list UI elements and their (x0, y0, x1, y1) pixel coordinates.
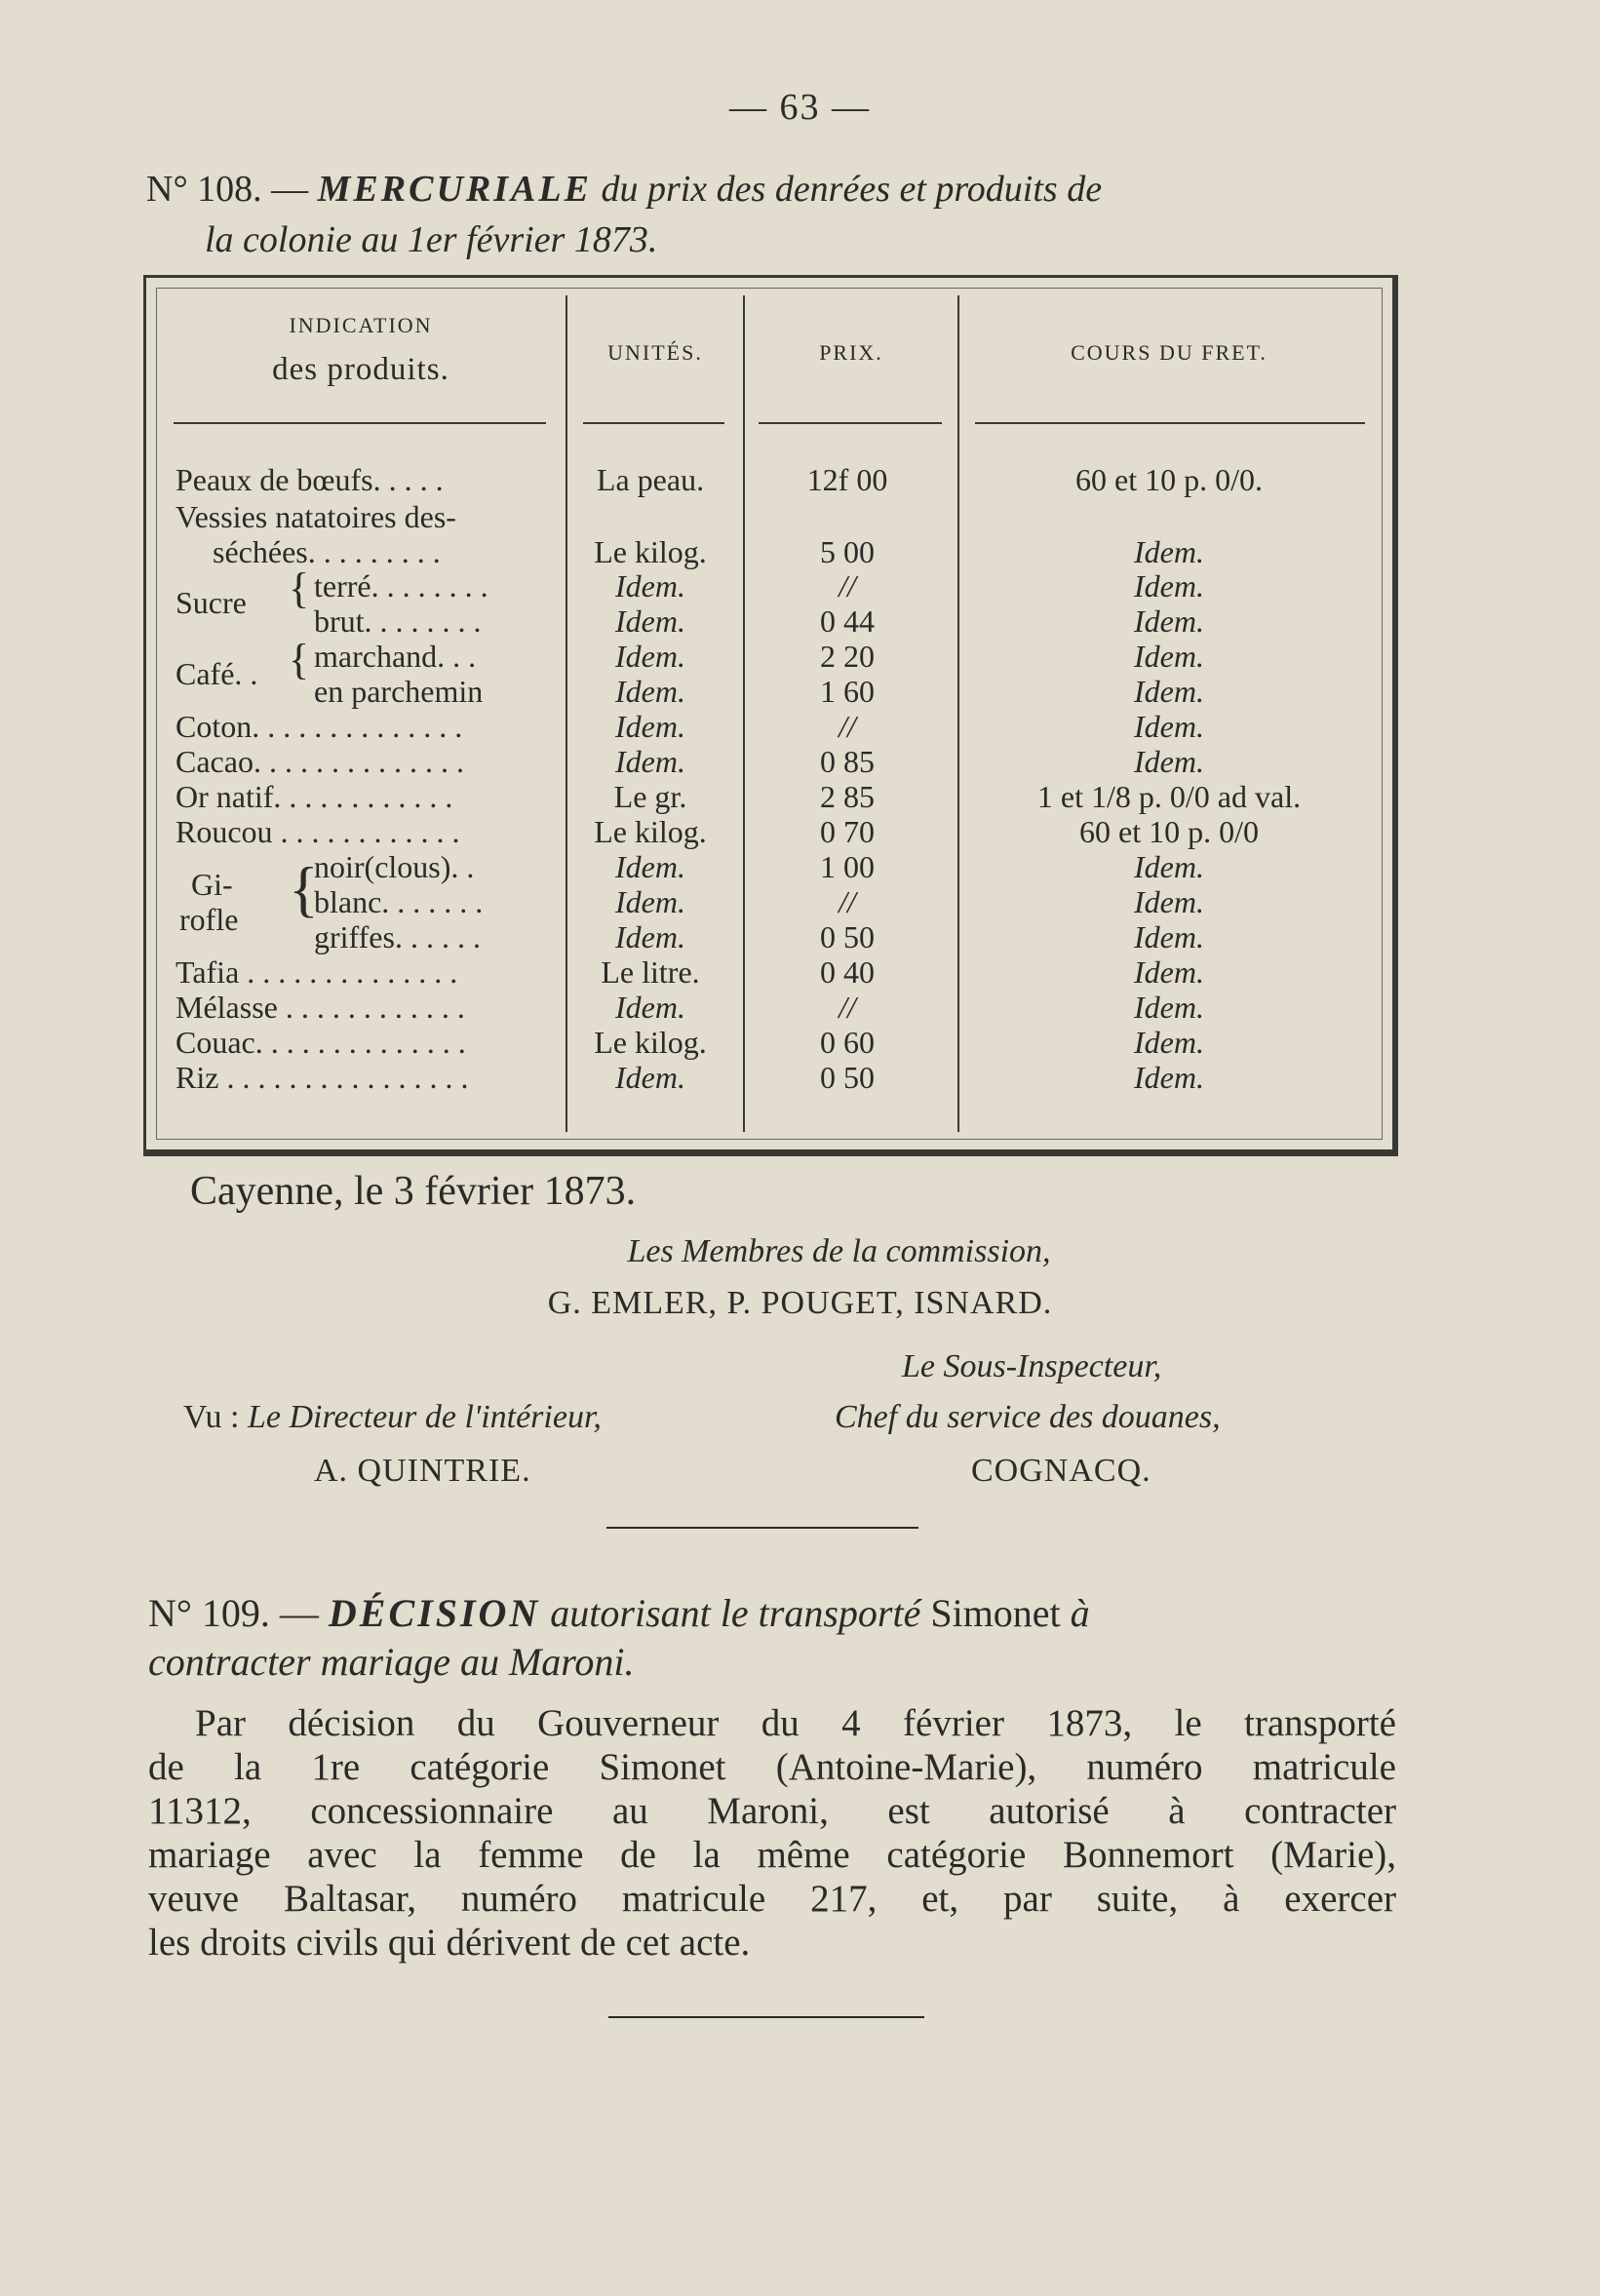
decision-108-heading (146, 164, 1396, 265)
product-unit: Idem. (615, 639, 685, 674)
product-freight: 60 et 10 p. 0/0 (1079, 814, 1259, 849)
table-row (0, 814, 1600, 849)
product-freight: Idem. (1134, 568, 1204, 603)
paragraph-line: de la 1re catégorie Simonet (Antoine-Marie), numéro matricule (148, 1746, 1396, 1788)
product-unit: Idem. (615, 1060, 685, 1095)
product-price: 0 85 (820, 744, 875, 779)
product-price: 0 44 (820, 603, 875, 639)
product-name: séchées. . . . . . . . . (213, 534, 441, 569)
vu-prefix: Vu : (183, 1399, 240, 1435)
header-rule (583, 422, 724, 424)
table-row (0, 1060, 1600, 1095)
product-unit: Idem. (615, 919, 685, 954)
header-fret: COURS DU FRET. (1071, 340, 1268, 365)
product-name: marchand. . . (314, 639, 477, 674)
product-unit: Idem. (615, 709, 685, 744)
table-row (0, 990, 1600, 1025)
product-unit: Idem. (615, 674, 685, 709)
product-name: Roucou . . . . . . . . . . . . (176, 814, 460, 849)
product-freight: 1 et 1/8 p. 0/0 ad val. (1036, 779, 1302, 814)
table-row (0, 568, 1600, 603)
vu-name: A. QUINTRIE. (314, 1453, 531, 1489)
decision-109-number: N° 109. — (148, 1591, 319, 1635)
vu-title: Le Directeur de l'intérieur, (247, 1399, 602, 1435)
product-unit: Le gr. (613, 779, 687, 814)
product-freight: Idem. (1134, 674, 1204, 709)
product-name: Vessies natatoires des- (176, 499, 456, 534)
place-date: Cayenne, le 3 février 1873. (190, 1169, 637, 1214)
header-rule (975, 422, 1365, 424)
decision-108-title: du prix des denrées et produits de (591, 169, 1103, 210)
commission-names: G. EMLER, P. POUGET, ISNARD. (547, 1285, 1053, 1321)
product-unit: Idem. (615, 884, 685, 919)
product-name: Or natif. . . . . . . . . . . . (176, 779, 453, 814)
sous-inspecteur-title: Le Sous-Inspecteur, (902, 1348, 1162, 1384)
product-unit: Le kilog. (594, 1025, 707, 1060)
table-row (0, 709, 1600, 744)
table-row (0, 639, 1600, 674)
decision-109-person: Simonet (930, 1591, 1061, 1635)
product-name: griffes. . . . . . (314, 919, 481, 954)
group-label-sucre: Sucre (176, 585, 247, 620)
product-freight: Idem. (1134, 534, 1204, 569)
product-freight: Idem. (1134, 1060, 1204, 1095)
product-price: // (839, 568, 856, 603)
decision-108-keyword: MERCURIALE (317, 169, 592, 210)
decision-108-number: N° 108. — (146, 169, 309, 210)
product-price: 1 00 (820, 849, 875, 884)
header-produits: des produits. (272, 352, 449, 387)
vu-line (183, 1399, 602, 1436)
decision-109-keyword: DÉCISION (328, 1591, 541, 1635)
table-row (0, 603, 1600, 639)
table-row (0, 744, 1600, 779)
product-freight: Idem. (1134, 954, 1204, 990)
product-name: Cacao. . . . . . . . . . . . . . (176, 744, 464, 779)
brace-icon: { (289, 854, 319, 923)
product-price: 0 60 (820, 1025, 875, 1060)
product-name: blanc. . . . . . . (314, 884, 484, 919)
product-price: 2 85 (820, 779, 875, 814)
product-freight: Idem. (1134, 709, 1204, 744)
table-row (0, 499, 1600, 534)
decision-108-title-line2: la colonie au 1er février 1873. (205, 219, 658, 260)
product-freight: Idem. (1134, 884, 1204, 919)
product-name: Peaux de bœufs. . . . . (176, 462, 444, 497)
product-price: 2 20 (820, 639, 875, 674)
table-row (0, 534, 1600, 569)
product-price: 0 50 (820, 919, 875, 954)
paragraph-line: mariage avec la femme de la même catégorie Bonnemort (Marie), (148, 1834, 1396, 1876)
product-unit: La peau. (596, 462, 705, 497)
product-freight: Idem. (1134, 990, 1204, 1025)
product-unit: Idem. (615, 744, 685, 779)
product-name: brut. . . . . . . . (314, 603, 482, 639)
product-freight: Idem. (1134, 1025, 1204, 1060)
brace-icon: { (289, 564, 310, 612)
product-name: Coton. . . . . . . . . . . . . . (176, 709, 463, 744)
product-freight: 60 et 10 p. 0/0. (1075, 462, 1263, 497)
section-divider (606, 1527, 918, 1529)
table-row (0, 919, 1600, 954)
product-name: noir(clous). . (314, 849, 475, 884)
product-unit: Idem. (615, 568, 685, 603)
table-row (0, 1025, 1600, 1060)
decision-109-title: autorisant le transporté (540, 1591, 931, 1635)
product-unit: Le kilog. (594, 814, 707, 849)
product-price: 5 00 (820, 534, 875, 569)
product-name: Couac. . . . . . . . . . . . . . (176, 1025, 466, 1060)
header-rule (759, 422, 942, 424)
commission-title: Les Membres de la commission, (627, 1233, 1051, 1269)
table-row (0, 462, 1600, 497)
paragraph-line: Par décision du Gouverneur du 4 février 1873, le transporté (195, 1702, 1396, 1744)
decision-109-title-end: à (1060, 1591, 1090, 1635)
paragraph-line: 11312, concessionnaire au Maroni, est autorisé à contracter (148, 1790, 1396, 1832)
product-freight: Idem. (1134, 603, 1204, 639)
product-freight: Idem. (1134, 744, 1204, 779)
header-indication: INDICATION (289, 313, 433, 337)
group-label-cafe: Café. . (176, 656, 258, 691)
product-price: // (839, 709, 856, 744)
product-unit: Le kilog. (594, 534, 707, 569)
product-unit: Idem. (615, 603, 685, 639)
table-row (0, 779, 1600, 814)
product-price: 0 40 (820, 954, 875, 990)
product-freight: Idem. (1134, 919, 1204, 954)
product-unit: Le litre. (601, 954, 700, 990)
decision-109-title-line2: contracter mariage au Maroni. (148, 1640, 635, 1684)
decision-109-heading (148, 1589, 1396, 1687)
product-name: Tafia . . . . . . . . . . . . . . (176, 954, 458, 990)
paragraph-line: les droits civils qui dérivent de cet acte. (148, 1922, 751, 1964)
product-name: terré. . . . . . . . (314, 568, 488, 603)
table-row (0, 884, 1600, 919)
table-row (0, 674, 1600, 709)
product-price: 12f 00 (806, 462, 888, 497)
product-price: 0 50 (820, 1060, 875, 1095)
section-divider (608, 2016, 924, 2018)
paragraph-line: veuve Baltasar, numéro matricule 217, et, par suite, à exercer (148, 1878, 1396, 1920)
table-row (0, 954, 1600, 990)
decision-109-paragraph (148, 1701, 1396, 1965)
header-rule (174, 422, 546, 424)
product-name: en parchemin (314, 674, 484, 709)
product-unit: Idem. (615, 990, 685, 1025)
header-unites: UNITÉS. (607, 340, 703, 365)
group-label-girofle: Gi- (191, 867, 233, 902)
product-name: Mélasse . . . . . . . . . . . . (176, 990, 465, 1025)
table-row (0, 849, 1600, 884)
product-price: // (839, 990, 856, 1025)
product-name: Riz . . . . . . . . . . . . . . . . (176, 1060, 469, 1095)
chef-service-title: Chef du service des douanes, (835, 1399, 1221, 1435)
product-unit: Idem. (615, 849, 685, 884)
product-price: // (839, 884, 856, 919)
brace-icon: { (289, 636, 310, 683)
page-number: — 63 — (729, 87, 871, 128)
product-price: 0 70 (820, 814, 875, 849)
product-freight: Idem. (1134, 849, 1204, 884)
douanes-name: COGNACQ. (971, 1453, 1151, 1489)
product-price: 1 60 (820, 674, 875, 709)
group-label-girofle: rofle (179, 902, 239, 937)
product-freight: Idem. (1134, 639, 1204, 674)
header-prix: PRIX. (819, 340, 883, 365)
